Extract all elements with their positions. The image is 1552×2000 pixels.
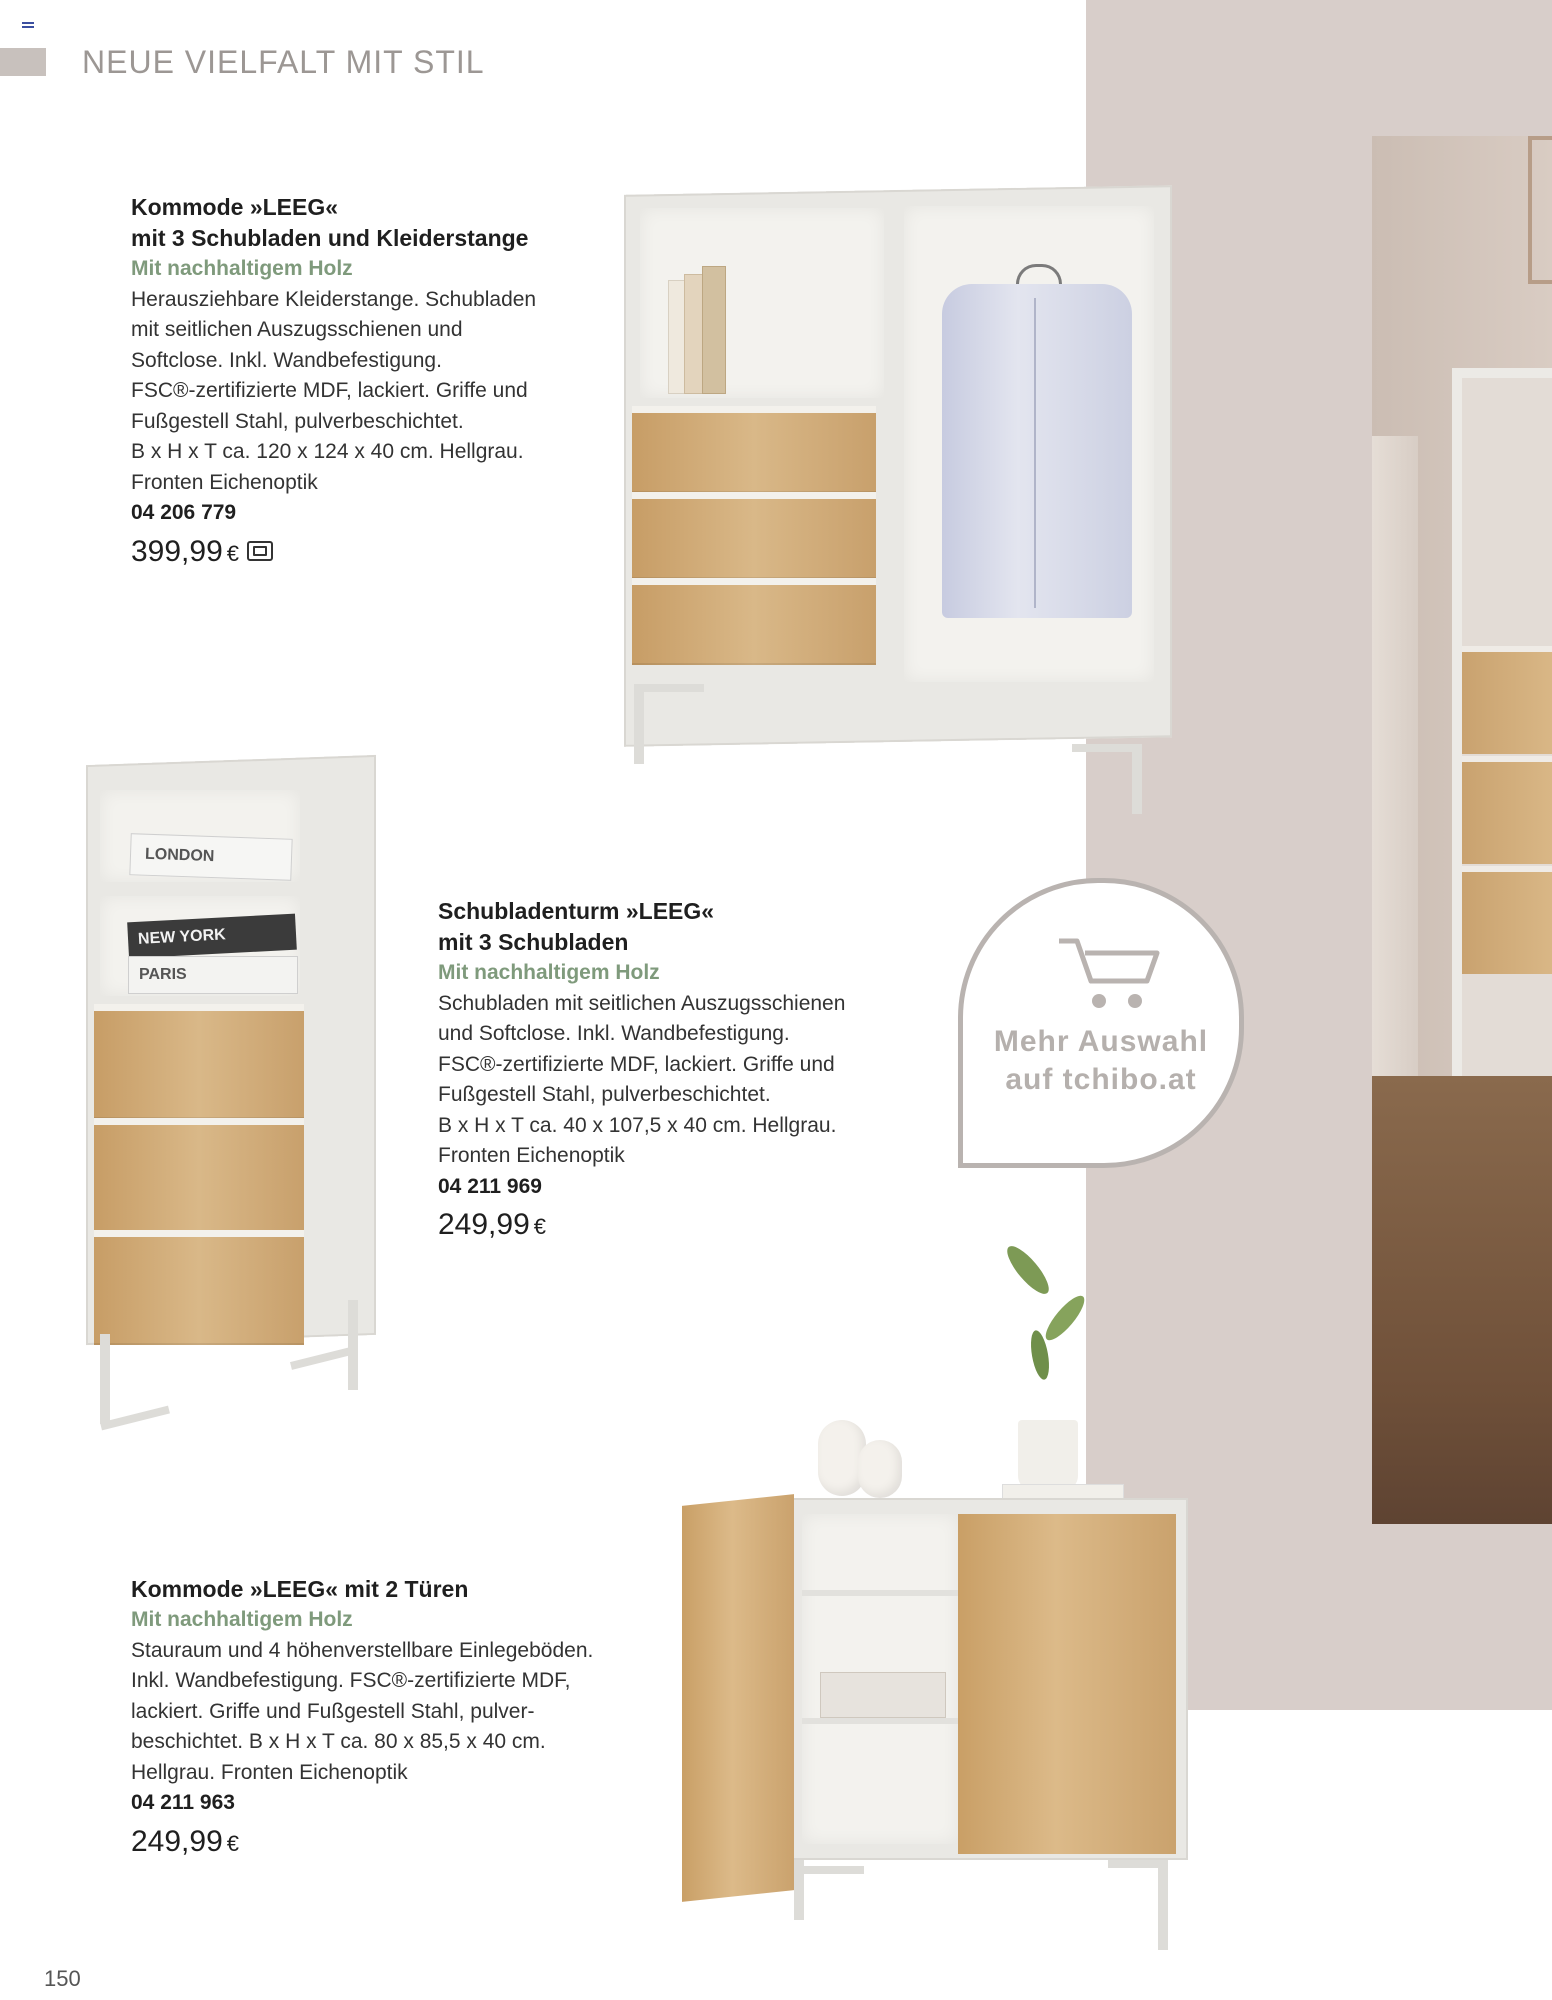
room-photo <box>1372 136 1552 1524</box>
product-image-wardrobe <box>620 184 1180 814</box>
product-title-line2: mit 3 Schubladen <box>438 929 629 955</box>
product-price: 249,99 € <box>438 1208 547 1241</box>
product-title: Kommode »LEEG« <box>131 194 339 220</box>
product-price: 399,99 € <box>131 537 611 570</box>
book-paris-image: PARIS <box>128 956 298 994</box>
menu-icon[interactable] <box>22 22 34 30</box>
book-stack-image <box>668 266 726 392</box>
product-title: Schubladenturm »LEEG« <box>438 898 715 924</box>
book-london-image: LONDON <box>129 833 292 881</box>
header-bar <box>0 48 46 76</box>
shirt-image <box>924 264 1150 618</box>
book-stack-image <box>820 1672 946 1718</box>
product-kommode-3-schubladen <box>131 192 611 569</box>
page-number: 150 <box>44 1966 81 1991</box>
product-schubladenturm <box>438 896 908 1243</box>
vase-image <box>858 1440 902 1498</box>
product-subtitle: Mit nachhaltigem Holz <box>438 961 660 984</box>
product-image-cabinet <box>668 1400 1208 1960</box>
product-price: 249,99 € <box>131 1824 240 1858</box>
product-kommode-2-tueren <box>131 1574 651 1859</box>
parcel-delivery-icon <box>247 541 273 561</box>
product-subtitle: Mit nachhaltigem Holz <box>131 257 353 280</box>
product-description: Stauraum und 4 höhenverstellbare Einlegeböden. Inkl. Wandbefestigung. FSC®-zertifizierte MDF, lackiert. Griffe und Fußgestell Stahl, pulver- beschichtet. B x H x T ca. 80 x 85,5 x 40 cm. Hellgrau. Fronten Eichenoptik <box>131 1638 594 1784</box>
book-new-york-image: NEW YORK <box>127 914 297 959</box>
product-description: Schubladen mit seitlichen Auszugsschienen und Softclose. Inkl. Wandbefestigung. FSC®-zertifizierte MDF, lackiert. Griffe und Fußgestell Stahl, pulverbeschichtet. B x H x T ca. 40 x 107,5 x 40 cm. Hellgrau. Fronten Eichenoptik <box>438 991 846 1167</box>
plant-image <box>1008 1400 1088 1490</box>
product-title-line2: mit 3 Schubladen und Kleiderstange <box>131 225 529 251</box>
article-number: 04 206 779 <box>131 501 237 524</box>
product-description: Herausziehbare Kleiderstange. Schubladen mit seitlichen Auszugsschienen und Softclose. Inkl. Wandbefestigung. FSC®-zertifizierte MDF, lackiert. Griffe und Fußgestell Stahl, pulverbeschichtet. B x H x T ca. 120 x 124 x 40 cm. Hellgrau. Fronten Eichenoptik <box>131 287 537 494</box>
section-title: NEUE VIELFALT MIT STIL <box>82 44 485 80</box>
article-number: 04 211 963 <box>131 1791 235 1814</box>
product-subtitle: Mit nachhaltigem Holz <box>131 1608 353 1631</box>
badge-text: Mehr Auswahl auf tchibo.at <box>993 1025 1209 1096</box>
article-number: 04 211 969 <box>438 1174 542 1198</box>
product-title: Kommode »LEEG« mit 2 Türen <box>131 1576 469 1602</box>
product-image-drawer-tower <box>80 750 380 1420</box>
more-choice-badge[interactable] <box>958 878 1244 1168</box>
shopping-cart-icon <box>1055 935 1165 1015</box>
